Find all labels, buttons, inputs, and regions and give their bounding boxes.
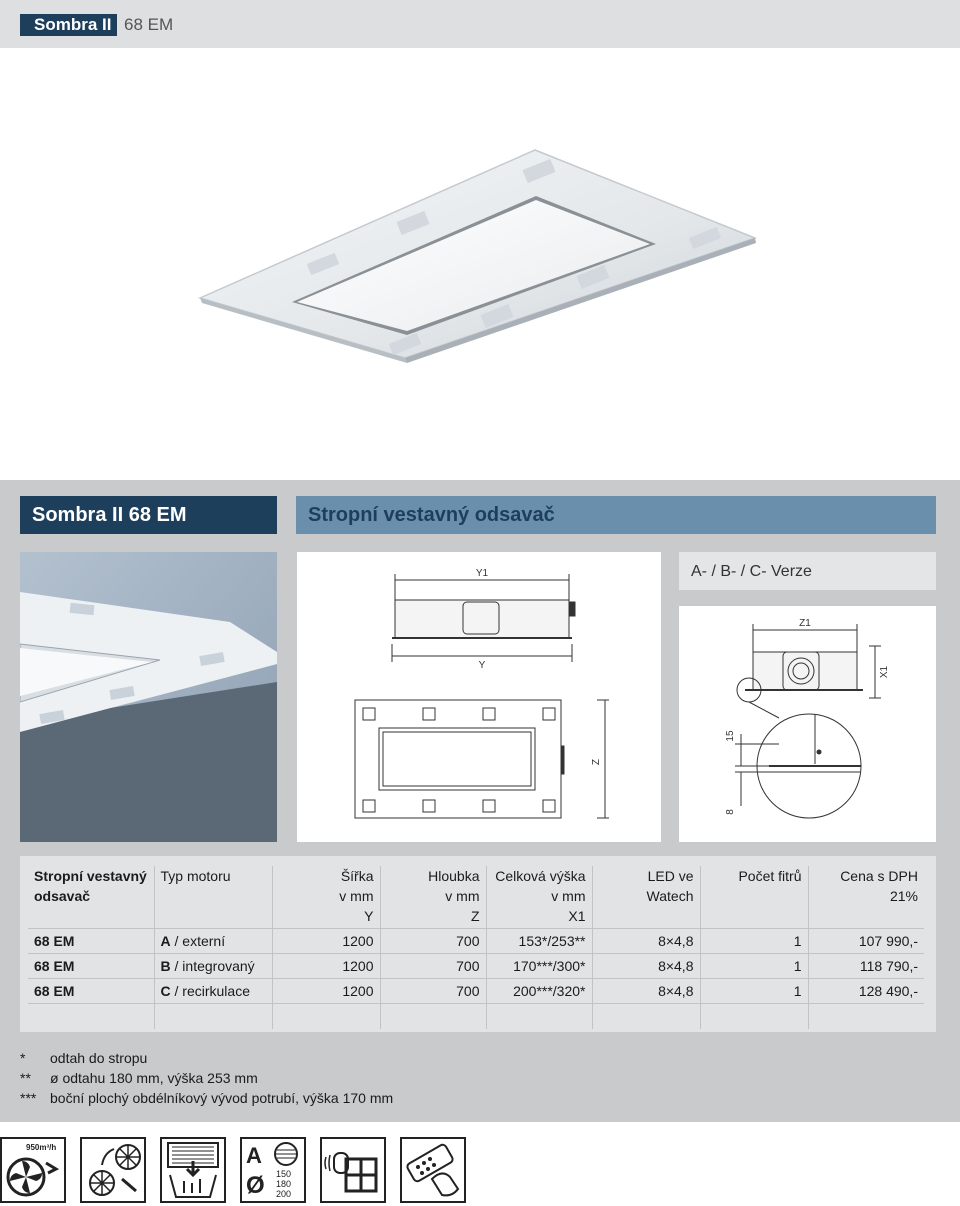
model-label: 68 EM <box>124 15 174 34</box>
detail-drawing <box>679 606 936 842</box>
cell-price: 107 990,- <box>808 928 924 953</box>
dim-8-label: 8 <box>725 809 736 815</box>
series-tag: Sombra II <box>20 14 117 36</box>
category-title: Stropní vestavný odsavač <box>296 496 936 534</box>
col-header-led: LED ve Watech <box>592 866 700 928</box>
svg-text:150: 150 <box>276 1169 292 1179</box>
svg-text:200: 200 <box>276 1189 292 1199</box>
col-header-filters: Počet fitrů <box>700 866 808 928</box>
top-header-bar <box>0 0 960 48</box>
spec-table-box <box>20 856 936 1032</box>
remote-control-icon <box>400 1137 466 1203</box>
footnote: *** boční plochý obdélníkový vývod potrubí, výška 170 mm <box>20 1090 394 1106</box>
footnotes <box>20 1048 393 1108</box>
cell-motor: B / integrovaný <box>154 953 272 978</box>
cell-filters: 1 <box>700 928 808 953</box>
svg-text:180: 180 <box>276 1179 292 1189</box>
cell-price: 128 490,- <box>808 978 924 1003</box>
svg-text:950m³/h: 950m³/h <box>26 1143 57 1152</box>
dim-y-label: Y <box>478 660 486 671</box>
cell-led: 8×4,8 <box>592 928 700 953</box>
cell-motor: C / recirkulace <box>154 978 272 1003</box>
cell-width: 1200 <box>272 953 380 978</box>
version-label: A- / B- / C- Verze <box>679 552 936 590</box>
dim-z1-label: Z1 <box>799 618 811 629</box>
fan-airflow-icon <box>0 1137 66 1203</box>
col-header-model: Stropní vestavný odsavač <box>34 868 147 904</box>
cell-led: 8×4,8 <box>592 953 700 978</box>
footnote: ** ø odtahu 180 mm, výška 253 mm <box>20 1070 258 1086</box>
footnote: * odtah do stropu <box>20 1050 148 1066</box>
hero-hood-image <box>160 120 780 380</box>
dishwasher-filter-icon <box>160 1137 226 1203</box>
table-header-row <box>28 866 924 928</box>
table-row-empty <box>28 1003 924 1029</box>
installed-photo <box>20 552 277 842</box>
cell-led: 8×4,8 <box>592 978 700 1003</box>
dim-z-label: Z <box>591 758 602 766</box>
svg-text:Ø: Ø <box>246 1172 265 1199</box>
cell-height: 170***/300* <box>486 953 592 978</box>
cell-filters: 1 <box>700 978 808 1003</box>
dim-y1-label: Y1 <box>475 568 489 579</box>
col-header-motor: Typ motoru <box>154 866 272 928</box>
cell-filters: 1 <box>700 953 808 978</box>
svg-text:A: A <box>246 1143 262 1168</box>
dim-15-label: 15 <box>725 730 736 742</box>
extraction-recirculation-icon <box>80 1137 146 1203</box>
cell-depth: 700 <box>380 928 486 953</box>
technical-drawing <box>297 552 661 842</box>
col-header-price: Cena s DPH 21% <box>808 866 924 928</box>
cell-width: 1200 <box>272 978 380 1003</box>
col-header-depth: Hloubka v mm Z <box>380 866 486 928</box>
cell-model: 68 EM <box>28 928 154 953</box>
duct-diameter-icon <box>240 1137 306 1203</box>
cell-height: 153*/253** <box>486 928 592 953</box>
table-row <box>28 953 924 978</box>
feature-icons-row <box>0 1122 960 1206</box>
product-title: Sombra II 68 EM <box>20 496 277 534</box>
cell-height: 200***/320* <box>486 978 592 1003</box>
cell-depth: 700 <box>380 978 486 1003</box>
cell-motor: A / externí <box>154 928 272 953</box>
col-header-width: Šířka v mm Y <box>272 866 380 928</box>
spec-table <box>28 866 924 1029</box>
col-header-height: Celková výška v mm X1 <box>486 866 592 928</box>
cell-depth: 700 <box>380 953 486 978</box>
cell-model: 68 EM <box>28 953 154 978</box>
cell-price: 118 790,- <box>808 953 924 978</box>
touch-window-icon <box>320 1137 386 1203</box>
table-row <box>28 978 924 1003</box>
dim-x1-label: X1 <box>879 665 890 679</box>
cell-width: 1200 <box>272 928 380 953</box>
table-row <box>28 928 924 953</box>
cell-model: 68 EM <box>28 978 154 1003</box>
